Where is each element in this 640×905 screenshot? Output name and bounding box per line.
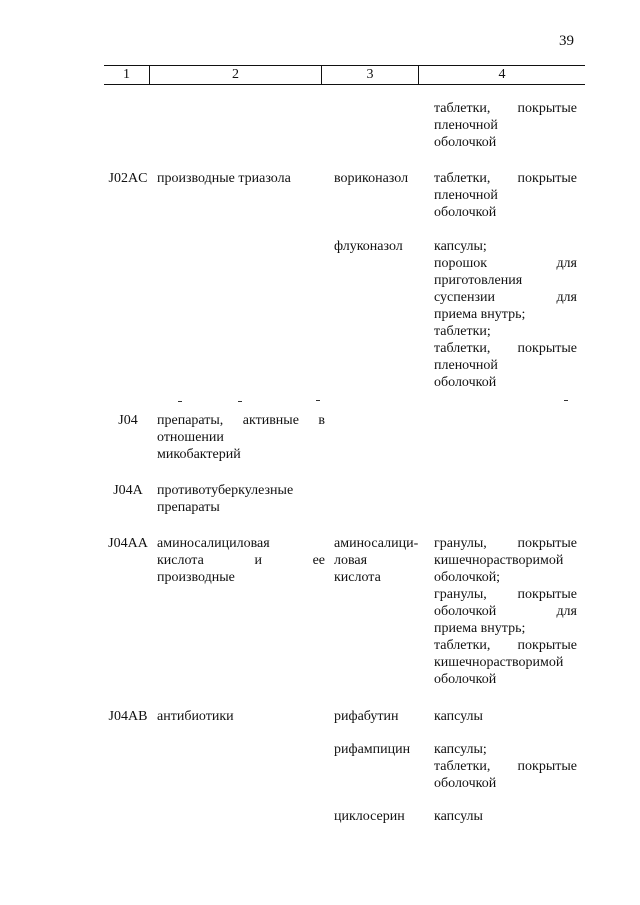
row-8-dosage-form — [434, 808, 577, 825]
text-line — [434, 671, 577, 688]
text-word: таблетки; — [434, 324, 491, 339]
text-word: производные — [157, 570, 235, 585]
text-word: таблетки, — [434, 171, 491, 186]
text-word: кишечнорастворимой — [434, 553, 564, 568]
header-col-3: 3 — [322, 66, 419, 84]
row-7-dosage-form — [434, 741, 577, 792]
text-line: флуконазол — [334, 239, 403, 254]
text-line — [434, 569, 577, 586]
text-word: аминосалициловая — [157, 536, 270, 551]
text-line — [157, 170, 325, 187]
text-line — [434, 117, 577, 134]
text-line — [434, 204, 577, 221]
text-line — [434, 620, 577, 637]
text-line — [434, 340, 577, 357]
row-4-atc-code: J04A — [113, 483, 143, 498]
text-line — [434, 758, 577, 775]
text-word: гранулы, — [434, 587, 487, 602]
row-2-dosage-form — [434, 238, 577, 391]
text-word: оболочкой; — [434, 570, 501, 585]
text-line — [434, 357, 577, 374]
text-line: рифампицин — [334, 742, 411, 757]
text-line — [434, 654, 577, 671]
text-line — [157, 499, 325, 516]
text-line: вориконазол — [334, 171, 409, 186]
text-word: для — [556, 604, 577, 619]
text-line — [434, 603, 577, 620]
text-word: покрытые — [517, 101, 577, 116]
row-5-group-name — [157, 535, 325, 586]
text-word: покрытые — [517, 587, 577, 602]
text-line — [434, 808, 577, 825]
row-6-dosage-form — [434, 708, 577, 725]
text-word: таблетки, — [434, 341, 491, 356]
text-word: кислота — [157, 553, 204, 568]
scan-mark — [178, 401, 182, 402]
text-line — [157, 446, 325, 463]
row-6-atc-code: J04AB — [108, 709, 148, 724]
text-line — [157, 482, 325, 499]
text-word: гранулы, — [434, 536, 487, 551]
text-word: пленочной — [434, 118, 498, 133]
text-word: покрытые — [517, 171, 577, 186]
text-word: оболочкой — [434, 604, 497, 619]
row-3-atc-code: J04 — [118, 413, 138, 428]
row-1-dosage-form — [434, 170, 577, 221]
row-1-group-name — [157, 170, 325, 187]
text-word: покрытые — [517, 341, 577, 356]
text-word: микобактерий — [157, 447, 241, 462]
text-word: суспензии — [434, 290, 495, 305]
row-2-drug-name — [334, 238, 426, 255]
row-1-drug-name — [334, 170, 426, 187]
text-word: капсулы; — [434, 239, 487, 254]
text-word: покрытые — [517, 759, 577, 774]
text-line — [157, 535, 325, 552]
text-word: и — [254, 553, 262, 568]
text-word: отношении — [157, 430, 224, 445]
text-line — [434, 134, 577, 151]
header-col-1: 1 — [104, 66, 150, 84]
text-line: кислота — [334, 570, 381, 585]
text-line — [434, 306, 577, 323]
header-col-4: 4 — [498, 67, 506, 82]
text-line — [157, 569, 325, 586]
text-line — [434, 170, 577, 187]
text-word: капсулы — [434, 809, 483, 824]
text-word: в — [318, 413, 325, 428]
text-word: оболочкой — [434, 205, 497, 220]
text-line — [434, 586, 577, 603]
scan-mark — [316, 400, 320, 401]
row-5-drug-name — [334, 535, 426, 586]
text-line — [434, 535, 577, 552]
text-line — [434, 255, 577, 272]
table-header — [104, 65, 585, 85]
text-line: циклосерин — [334, 809, 405, 824]
text-word: для — [556, 256, 577, 271]
text-word: антибиотики — [157, 709, 234, 724]
text-word: пленочной — [434, 358, 498, 373]
scan-mark — [238, 401, 242, 402]
row-6-group-name — [157, 708, 325, 725]
text-word: оболочкой — [434, 375, 497, 390]
text-word: активные — [242, 413, 299, 428]
text-line: ловая — [334, 553, 368, 568]
text-word: покрытые — [517, 638, 577, 653]
text-word: оболочкой — [434, 776, 497, 791]
text-word: приготовления — [434, 273, 523, 288]
row-1-atc-code: J02AC — [108, 171, 148, 186]
text-word: капсулы; — [434, 742, 487, 757]
text-line — [434, 637, 577, 654]
row-3-group-name — [157, 412, 325, 463]
text-line — [434, 187, 577, 204]
text-word: покрытые — [517, 536, 577, 551]
text-line — [434, 552, 577, 569]
text-word: таблетки, — [434, 759, 491, 774]
text-line: рифабутин — [334, 709, 399, 724]
text-line — [157, 552, 325, 569]
text-line — [434, 100, 577, 117]
row-5-dosage-form — [434, 535, 577, 688]
row-4-group-name — [157, 482, 325, 516]
header-col-2: 2 — [150, 66, 322, 84]
text-word: приема внутрь; — [434, 307, 526, 322]
text-word: пленочной — [434, 188, 498, 203]
text-word: таблетки, — [434, 101, 491, 116]
text-word: ее — [312, 553, 325, 568]
text-line — [157, 708, 325, 725]
text-line — [157, 412, 325, 429]
row-6-drug-name — [334, 708, 426, 725]
text-word: противотуберкулезные — [157, 483, 294, 498]
text-word: для — [556, 290, 577, 305]
text-line — [434, 272, 577, 289]
row-7-drug-name — [334, 741, 426, 758]
text-word: таблетки, — [434, 638, 491, 653]
row-8-drug-name — [334, 808, 426, 825]
row-0-dosage-form — [434, 100, 577, 151]
text-word: препараты — [157, 500, 220, 515]
text-line — [434, 775, 577, 792]
text-word: препараты, — [157, 413, 224, 428]
text-word: порошок — [434, 256, 488, 271]
text-line — [157, 429, 325, 446]
text-line — [434, 323, 577, 340]
text-word: оболочкой — [434, 135, 497, 150]
text-word: капсулы — [434, 709, 483, 724]
scan-mark — [564, 400, 568, 401]
row-5-atc-code: J04AA — [108, 536, 148, 551]
text-word: производные триазола — [157, 171, 291, 186]
text-word: приема внутрь; — [434, 621, 526, 636]
text-line — [434, 238, 577, 255]
text-line — [434, 741, 577, 758]
text-line — [434, 289, 577, 306]
text-line: аминосалици- — [334, 536, 419, 551]
text-word: кишечнорастворимой — [434, 655, 564, 670]
text-line — [434, 708, 577, 725]
text-line — [434, 374, 577, 391]
text-word: оболочкой — [434, 672, 497, 687]
page-number: 39 — [559, 33, 574, 49]
